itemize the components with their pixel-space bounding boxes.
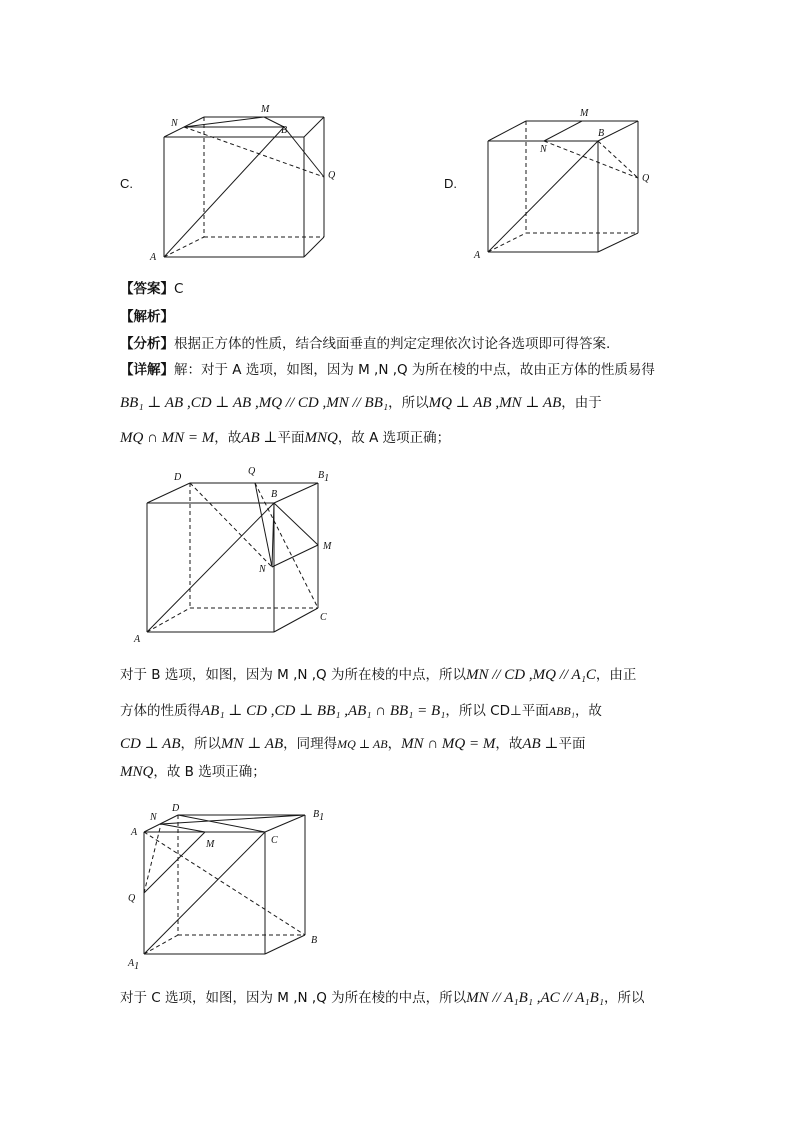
detail-line-1 xyxy=(120,360,655,380)
fenxi-text: 根据正方体的性质，结合线面垂直的判定定理依次讨论各选项即可得答案. xyxy=(174,336,611,352)
option-d-label: D. xyxy=(444,176,457,191)
optc-line-1: 对于 C 选项，如图，因为 M ,N ,Q 为所在棱的中点，所以MN // A₁B₁ ,AC // A₁B₁，所以 xyxy=(120,990,645,1006)
optb-line-2: 方体的性质得AB₁ ⊥ CD ,CD ⊥ BB₁ ,AB₁ ∩ BB₁ = B₁，所以 CD⊥平面ABB₁，故 xyxy=(120,703,602,719)
label-b1: B1 xyxy=(313,809,325,823)
label-a: A xyxy=(474,250,481,261)
fenxi-tag: 【分析】 xyxy=(120,336,174,352)
label-a1: A1 xyxy=(128,958,140,972)
label-c: C xyxy=(320,612,327,623)
label-n: N xyxy=(259,564,266,575)
label-a: A xyxy=(150,252,157,263)
label-m: M xyxy=(580,108,589,119)
label-m: M xyxy=(323,541,332,552)
fenxi-line xyxy=(120,334,610,354)
label-b: B xyxy=(598,128,605,139)
label-a: A xyxy=(131,827,138,838)
label-b: B xyxy=(271,489,278,500)
optb-line-3: CD ⊥ AB，所以MN ⊥ AB，同理得MQ ⊥ AB，MN ∩ MQ = M，故AB ⊥平面 xyxy=(120,736,586,752)
analysis-heading xyxy=(120,307,174,327)
figure-option-b xyxy=(120,795,350,975)
label-m: M xyxy=(206,839,215,850)
label-c: C xyxy=(271,835,278,846)
label-b: B xyxy=(311,935,318,946)
label-a: A xyxy=(134,634,141,645)
analysis-tag: 【解析】 xyxy=(120,309,174,325)
option-c-label: C. xyxy=(120,176,133,191)
label-d: D xyxy=(172,803,180,814)
label-q: Q xyxy=(328,170,336,181)
label-q: Q xyxy=(642,173,650,184)
figure-option-d xyxy=(464,100,684,265)
figure-option-a xyxy=(128,462,358,647)
detail-line-2: BB₁ ⊥ AB ,CD ⊥ AB ,MQ // CD ,MN // BB₁，所以MQ ⊥ AB ,MN ⊥ AB，由于 xyxy=(120,395,602,411)
answer-line xyxy=(120,279,183,299)
optb-line-1: 对于 B 选项，如图，因为 M ,N ,Q 为所在棱的中点，所以MN // CD ,MQ // A₁C，由正 xyxy=(120,667,637,683)
label-n: N xyxy=(171,118,178,129)
label-q: Q xyxy=(128,893,136,904)
label-n: N xyxy=(150,812,157,823)
answer-value: C xyxy=(174,281,184,297)
detail-line-3: MQ ∩ MN = M，故AB ⊥平面MNQ，故 A 选项正确； xyxy=(120,430,451,446)
label-b1: B1 xyxy=(318,470,330,484)
figure-option-c xyxy=(140,100,360,265)
optb-line-4: MNQ，故 B 选项正确； xyxy=(120,764,266,780)
label-n: N xyxy=(540,144,547,155)
label-q: Q xyxy=(248,466,256,477)
answer-tag: 【答案】 xyxy=(120,281,174,297)
label-m: M xyxy=(261,104,270,115)
detail-tag: 【详解】 xyxy=(120,362,174,378)
label-d: D xyxy=(174,472,182,483)
detail-text: 解：对于 A 选项，如图，因为 M ,N ,Q 为所在棱的中点，故由正方体的性质易得 xyxy=(174,362,655,378)
label-b: B xyxy=(281,125,288,136)
